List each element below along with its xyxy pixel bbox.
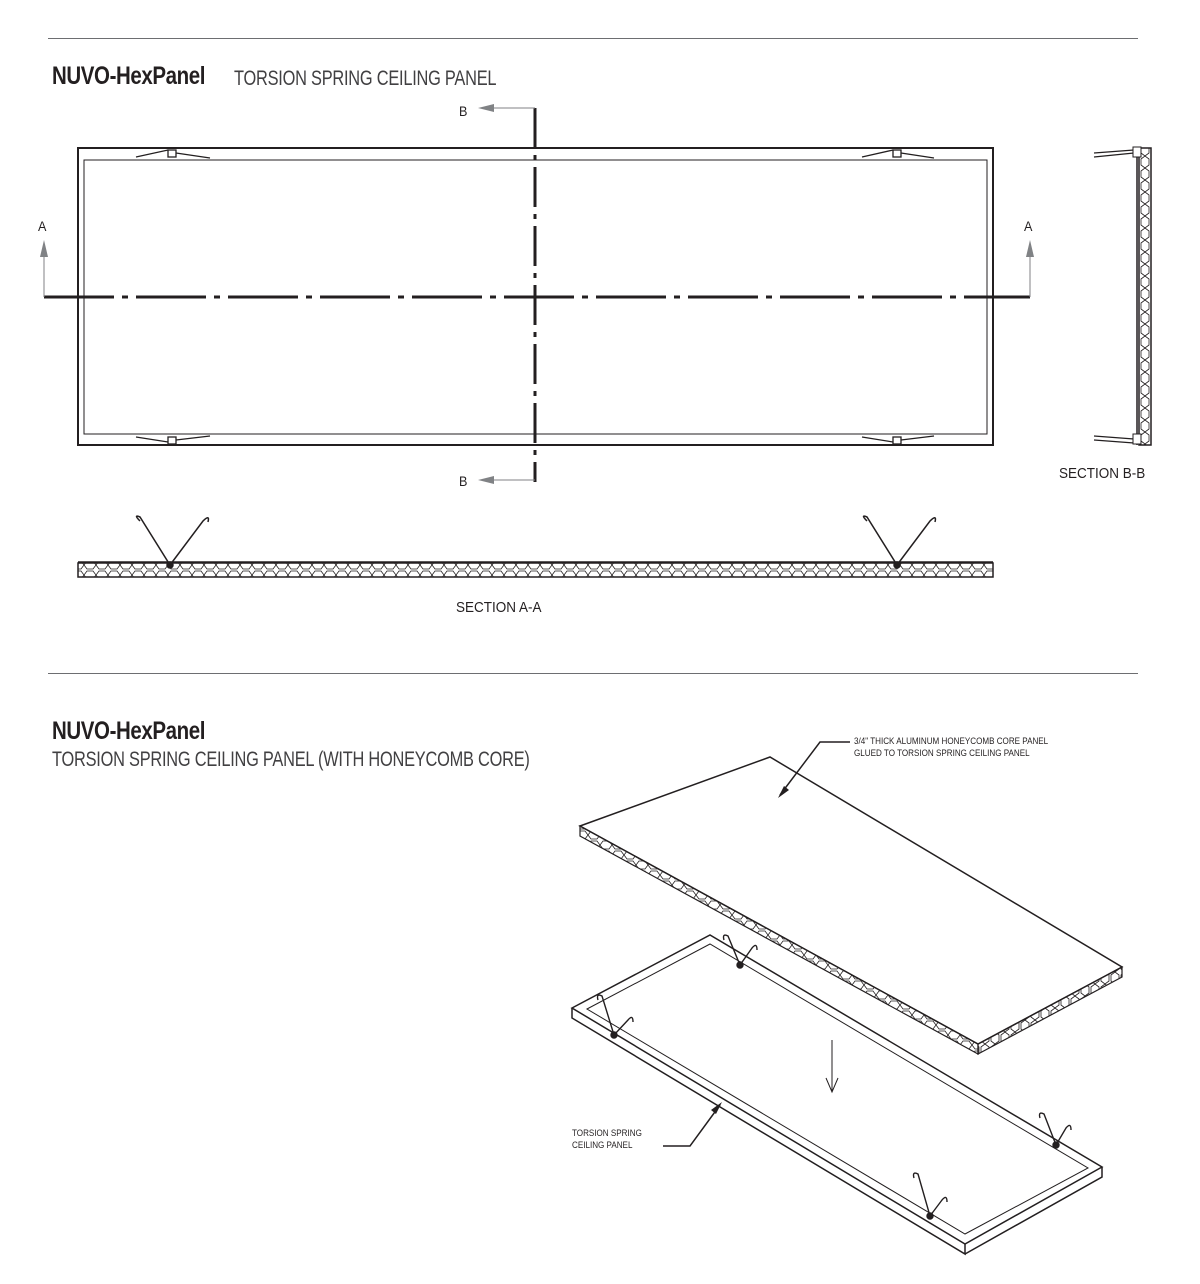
frame-spring-4 [914, 1173, 948, 1219]
section1-subtitle: TORSION SPRING CEILING PANEL [234, 67, 497, 90]
honeycomb-callout-line2: GLUED TO TORSION SPRING CEILING PANEL [854, 748, 1030, 759]
section2-title: NUVO-HexPanel [52, 717, 206, 745]
spring-clip-bottom-left [136, 436, 210, 444]
honeycomb-core-panel [580, 757, 1122, 1054]
honeycomb-callout-line1: 3/4" THICK ALUMINUM HONEYCOMB CORE PANEL [854, 736, 1049, 747]
frame-spring-3 [1040, 1113, 1072, 1148]
plan-view [40, 104, 1034, 484]
frame-spring-1 [724, 935, 758, 968]
section-a-label-left: A [38, 218, 47, 234]
section-aa-view [78, 516, 993, 577]
section-a-label-right: A [1024, 218, 1033, 234]
section-b-label-bottom: B [459, 473, 468, 489]
spring-clip-top-right [862, 150, 934, 158]
section-aa-caption: SECTION A-A [456, 599, 542, 616]
arrow-b-top [478, 104, 494, 112]
section-bb-caption: SECTION B-B [1059, 465, 1146, 482]
torsion-callout-line1: TORSION SPRING [572, 1128, 642, 1139]
spring-hook-left [137, 516, 209, 568]
spring-clip-top-left [136, 150, 210, 158]
frame-spring-2 [598, 995, 634, 1038]
arrow-a-right [1026, 240, 1034, 257]
torsion-callout-leader [663, 1105, 720, 1146]
spring-clip-bottom-right [862, 436, 934, 444]
arrow-b-bottom [478, 476, 494, 484]
spring-hook-right [864, 516, 936, 568]
section-b-label-top: B [459, 103, 468, 119]
torsion-callout-line2: CEILING PANEL [572, 1140, 633, 1151]
section1-title: NUVO-HexPanel [52, 62, 206, 90]
arrow-a-left [40, 240, 48, 257]
section-bb-view [1094, 147, 1151, 445]
section2-subtitle: TORSION SPRING CEILING PANEL (WITH HONEYCOMB CORE) [52, 748, 530, 771]
